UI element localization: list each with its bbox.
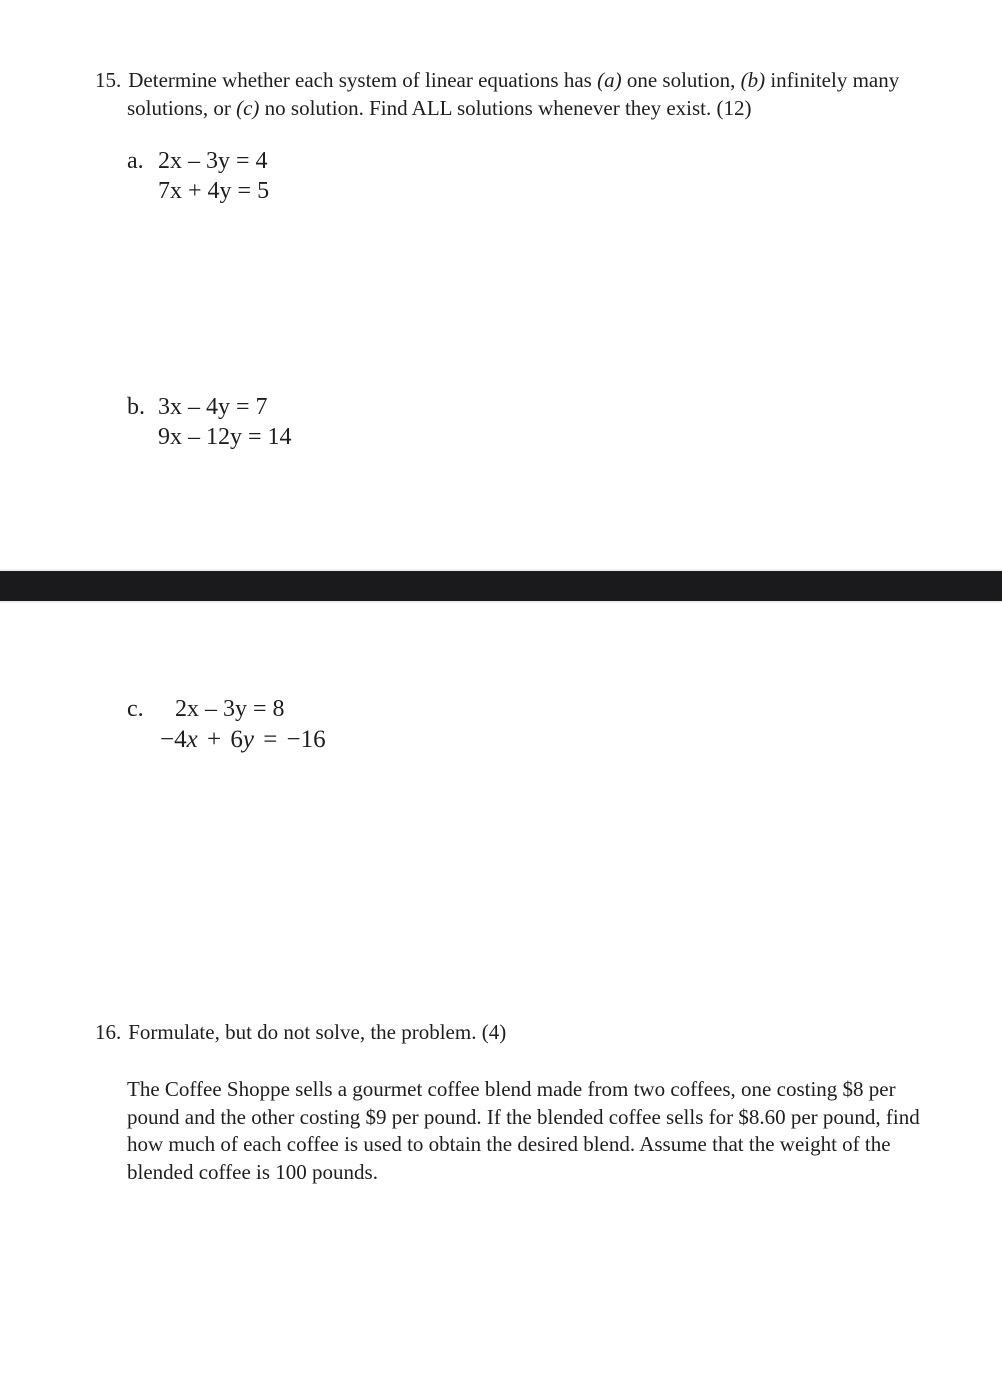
system-c-label: c.	[127, 696, 144, 722]
system-c-eq2-middle: + 6	[197, 726, 243, 753]
problem-16-title-text: Formulate, but do not solve, the problem. (4)	[128, 1020, 507, 1044]
system-b-equation-1: 3x – 4y = 7	[158, 394, 268, 420]
problem-15-number: 15.	[95, 68, 122, 92]
system-c-eq2-variable-x: x	[186, 726, 198, 753]
problem-15-line2-seg1: solutions, or	[127, 96, 237, 120]
problem-15-line1-seg2: one solution,	[621, 68, 741, 92]
system-a-equation-2: 7x + 4y = 5	[158, 178, 270, 204]
system-c-equation-2	[160, 725, 326, 755]
system-a-equation-1: 2x – 3y = 4	[158, 148, 268, 174]
problem-15-line1-seg3: infinitely many	[765, 68, 900, 92]
problem-16-title	[95, 1018, 506, 1046]
system-c-eq2-coefficient-1: −4	[160, 726, 187, 753]
problem-15-line1-seg1: Determine whether each system of linear equations has	[128, 68, 598, 92]
problem-15-option-a-marker: (a)	[597, 68, 622, 92]
problem-16-body	[127, 1076, 920, 1186]
system-a-label: a.	[127, 148, 144, 174]
system-a-equations	[158, 146, 269, 206]
problem-15-line1	[95, 66, 899, 94]
system-c-eq2-variable-y: y	[242, 726, 254, 753]
problem-16-body-line-3: how much of each coffee is used to obtain the desired blend. Assume that the weight of the	[127, 1132, 891, 1156]
system-b-label: b.	[127, 394, 145, 420]
system-c-equation-1: 2x – 3y = 8	[175, 696, 285, 722]
problem-15-option-b-marker: (b)	[740, 68, 766, 92]
system-b	[127, 392, 292, 452]
redaction-bar	[0, 571, 1002, 601]
system-a	[127, 146, 269, 206]
problem-16-number: 16.	[95, 1020, 122, 1044]
problem-15-option-c-marker: (c)	[236, 96, 260, 120]
problem-16-body-line-2: pound and the other costing $9 per pound. If the blended coffee sells for $8.60 per pound, find	[127, 1104, 920, 1129]
system-b-equation-2: 9x – 12y = 14	[158, 424, 292, 450]
problem-16-body-line-1: The Coffee Shoppe sells a gourmet coffee blend made from two coffees, one costing $8 per	[127, 1077, 896, 1101]
system-c-eq2-right-side: = −16	[253, 726, 326, 753]
problem-15-line2-seg2: no solution. Find ALL solutions whenever they exist. (12)	[259, 96, 752, 120]
problem-15-line2	[127, 94, 752, 122]
problem-16-body-line-4: blended coffee is 100 pounds.	[127, 1159, 378, 1184]
system-b-equations	[158, 392, 292, 452]
